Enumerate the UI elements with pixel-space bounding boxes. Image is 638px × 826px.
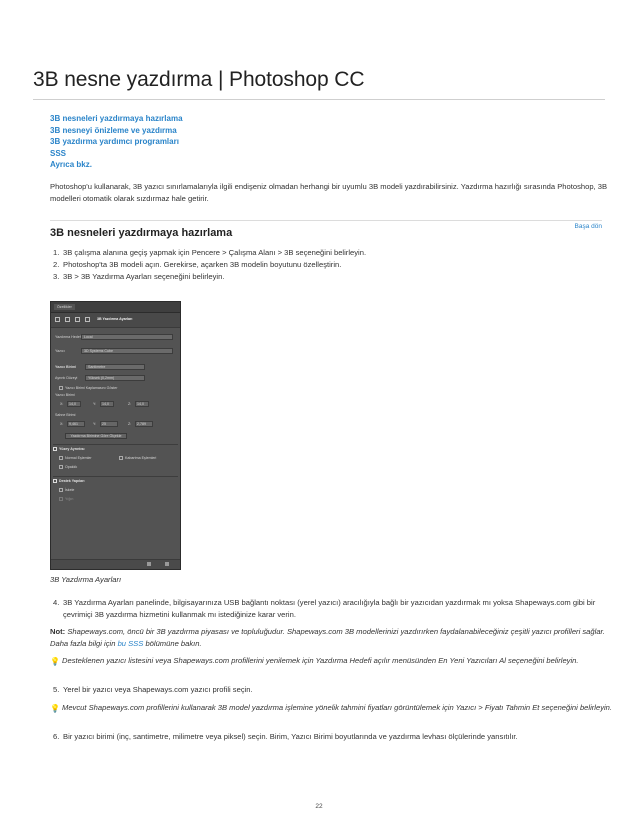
scale-to-volume-button: Yazdırma Birimine Göre Ölçekle: [65, 433, 127, 439]
printer-unit-select: Santimetre: [85, 364, 145, 370]
material-icon: [75, 317, 80, 322]
tip-paragraph: [50, 655, 617, 667]
lightbulb-icon: 💡: [50, 704, 60, 713]
panel-footer: [51, 559, 180, 569]
show-volume-label: Yazıcı Birimi Kaplamasını Göster: [65, 386, 118, 390]
volume-x-field: 14,0: [67, 401, 81, 407]
step-number: 6.: [53, 732, 60, 741]
step-text: Photoshop'ta 3B modeli açın. Gerekirse, açarken 3B modelin boyutunu özelleştirin.: [63, 259, 342, 269]
volume-z-field: 14,0: [135, 401, 149, 407]
step-text: Bir yazıcı birimi (inç, santimetre, milimetre veya piksel) seçin. Birim, Yazıcı Birimi boyutlarında ve yazdırma levhası ölçülerinde yansıtılır.: [63, 732, 518, 741]
tip-text: Desteklenen yazıcı listesini veya Shapeways.com profillerini yenilemek için Yazdırma Hedefi açılır menüsünden En Yeni Yazıcıları Al seçeneğini belirleyin.: [62, 656, 579, 665]
note-paragraph: [50, 626, 610, 649]
panel-tab-bar: [51, 302, 180, 313]
printer-volume-label-row: [55, 392, 175, 399]
step-text: 3B çalışma alanına geçiş yapmak için Pencere > Çalışma Alanı > 3B seçeneğini belirleyin.: [63, 248, 367, 257]
volume-y-field: 14,0: [100, 401, 114, 407]
steps-list: [50, 684, 253, 696]
printer-unit-row: [55, 364, 180, 371]
scaffold-label: İskele: [65, 488, 75, 492]
table-of-contents: [50, 113, 183, 171]
surface-detail-label: Yüzey Ayrıntısı: [59, 447, 85, 451]
back-to-top-link[interactable]: Başa dön: [574, 223, 602, 230]
tip-paragraph: [50, 702, 617, 714]
scene-volume-label-row: [55, 412, 175, 419]
scene-y-field: 25: [100, 421, 118, 427]
checkbox: [59, 456, 63, 460]
list-item: [50, 597, 618, 621]
checkbox: [59, 497, 63, 501]
step-text: Yerel bir yazıcı veya Shapeways.com yazıcı profili seçin.: [63, 685, 253, 694]
page-number: 22: [315, 803, 323, 810]
axis-label: X:: [60, 402, 64, 406]
list-item: [50, 247, 366, 259]
toc-link[interactable]: SSS: [50, 148, 67, 158]
print-icon: [147, 562, 151, 566]
detail-level-label: Ayrıntı Düzeyi: [55, 376, 78, 380]
step-number: 1.: [53, 248, 60, 257]
print-to-select: Local: [81, 334, 173, 340]
axis-label: Y:: [93, 422, 97, 426]
page-title: 3B nesne yazdırma | Photoshop CC: [33, 68, 365, 91]
axis-label: Y:: [93, 402, 97, 406]
normal-maps-label: Normal Eşlemler: [65, 456, 92, 460]
opacity-label: Opaklık: [65, 465, 78, 469]
section-divider: [50, 220, 602, 221]
step-text: 3B Yazdırma Ayarları panelinde, bilgisayarınıza USB bağlantı noktası (yerel yazıcı) aracılığıyla bağlı bir yazıcıdan yazdırmak mı yoksa Shapeways.com gibi bir çevrimiçi 3B yazdırma hizmetini kullanmak mı istediğinize karar verin.: [63, 598, 596, 619]
steps-list: [50, 597, 618, 621]
title-divider: [33, 99, 605, 100]
surface-options-row: [59, 455, 179, 462]
printer-row: [55, 348, 180, 355]
printer-volume-label: Yazıcı Birimi: [55, 393, 75, 397]
panel-title: 3B Yazdırma Ayarları: [97, 317, 133, 321]
note-text: Shapeways.com, öncü bir 3B yazdırma piyasası ve topluluğudur. Shapeways.com 3B modellerinizi yazdırırken faydalanabileceğiniz çeşitli yazıcı profilleri sağlar. Daha fazla bilgi için: [50, 627, 605, 648]
detail-level-row: [55, 375, 180, 382]
steps-list: [50, 731, 618, 743]
panel-toolbar: [51, 313, 180, 328]
scene-x-field: 9,461: [67, 421, 85, 427]
surface-detail-group: [53, 444, 178, 454]
scene-icon: [55, 317, 60, 322]
panel-tab-properties: Özellikler: [54, 304, 75, 310]
scale-button-row: [55, 433, 180, 440]
bump-maps-label: Kabartma Eşlemleri: [125, 456, 157, 460]
checkbox: [119, 456, 123, 460]
print-to-row: [55, 334, 180, 341]
printer-select: 3D Systems Cube: [81, 348, 173, 354]
checkbox: [59, 386, 63, 390]
printer-volume-fields: [55, 401, 180, 408]
list-item: [50, 259, 366, 271]
step-number: 5.: [53, 685, 60, 694]
checkbox: [59, 465, 63, 469]
printer-unit-label: Yazıcı Birimi: [55, 365, 77, 369]
light-icon: [85, 317, 90, 322]
toc-link[interactable]: Ayrıca bkz.: [50, 160, 92, 170]
step-text: 3B > 3B Yazdırma Ayarları seçeneğini belirleyin.: [63, 271, 225, 281]
cancel-icon: [165, 562, 169, 566]
raft-label: Yığın: [65, 497, 74, 501]
figure-caption: 3B Yazdırma Ayarları: [50, 575, 122, 584]
support-structures-label: Destek Yapıları: [59, 479, 85, 483]
support-structures-group: [53, 476, 178, 486]
step-number: 3.: [53, 271, 60, 281]
show-volume-row: [59, 385, 179, 392]
opacity-row: [59, 464, 179, 471]
list-item: [50, 271, 366, 283]
step-number: 4.: [53, 598, 60, 607]
checkbox: [59, 488, 63, 492]
intro-paragraph: Photoshop'u kullanarak, 3B yazıcı sınırlamalarıyla ilgili endişeniz olmadan herhangi bir uyumlu 3B modeli yazdırabilirsiniz. Yazdırma hazırlığı sırasında Photoshop, 3B modelleri otomatik olarak sızdırmaz hale getirir.: [50, 182, 608, 203]
scaffold-row: [59, 487, 179, 494]
axis-label: X:: [60, 422, 64, 426]
note-label: Not:: [50, 627, 66, 636]
list-item: [50, 684, 253, 696]
printer-label: Yazıcı: [55, 349, 65, 353]
section-heading: 3B nesneleri yazdırmaya hazırlama: [50, 227, 233, 239]
toc-link[interactable]: 3B nesneyi önizleme ve yazdırma: [50, 125, 177, 135]
faq-link[interactable]: bu SSS: [117, 638, 144, 648]
axis-label: Z:: [128, 402, 132, 406]
lightbulb-icon: 💡: [50, 657, 60, 666]
steps-list: [50, 247, 366, 282]
checkbox: [53, 479, 57, 483]
print-to-label: Yazdırma Hedefi: [55, 335, 82, 339]
mesh-icon: [65, 317, 70, 322]
step-number: 2.: [53, 259, 60, 269]
list-item: [50, 731, 618, 743]
raft-row: [59, 496, 179, 503]
tip-text: Mevcut Shapeways.com profillerini kullanarak 3B model yazdırma işlemine yönelik tahmini fiyatları görüntülemek için Yazıcı > Fiyatı Tahmin Et seçeneğini belirleyin.: [62, 703, 613, 712]
toc-link[interactable]: 3B yazdırma yardımcı programları: [50, 137, 179, 147]
note-text-end: bölümüne bakın.: [145, 638, 202, 648]
detail-level-select: Yüksek (0,2mm): [85, 375, 145, 381]
axis-label: Z:: [128, 422, 132, 426]
toc-link[interactable]: 3B nesneleri yazdırmaya hazırlama: [50, 114, 183, 123]
checkbox: [53, 447, 57, 451]
scene-volume-fields: [55, 421, 180, 428]
scene-volume-label: Sahne Birimi: [55, 413, 76, 417]
print-settings-panel-screenshot: [50, 301, 181, 570]
scene-z-field: 2,789: [135, 421, 153, 427]
